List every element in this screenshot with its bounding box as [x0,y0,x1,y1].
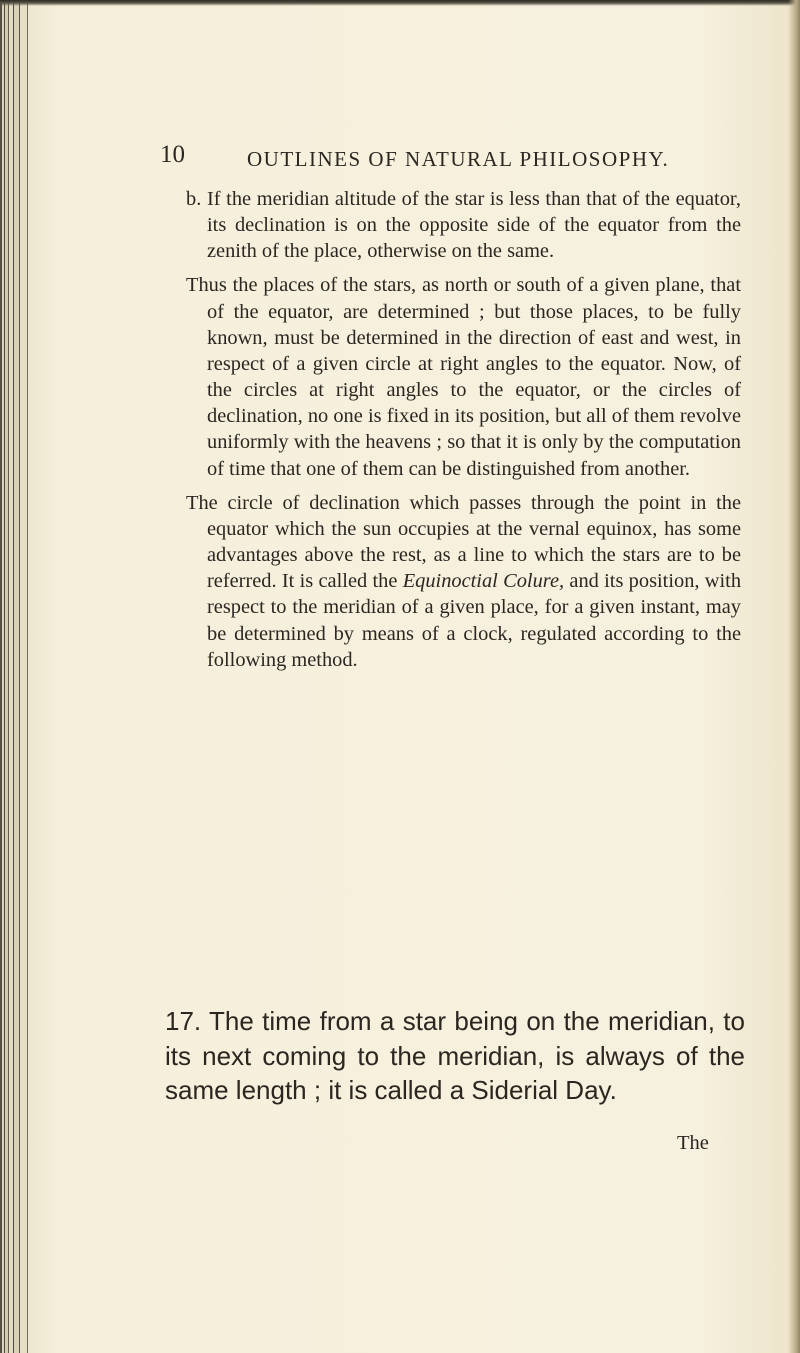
section-number: 17. [165,1006,202,1036]
page-top-edge [0,0,800,6]
equinoctial-colure-term: Equinoctial Colure, [402,570,565,593]
running-head: OUTLINES OF NATURAL PHILOSOPHY. [247,147,670,171]
section-text: The time from a star being on the meridian, to its next coming to the meridian, is always of the same length ; it is called a Siderial Day. [165,1006,745,1105]
page-header [160,141,680,175]
section-17 [165,1004,745,1108]
page-number: 10 [160,141,185,168]
book-spine-edge [0,0,36,1353]
paragraph-text-before: The circle of declination which passes through the point in the equator which the sun occupies at the vernal equinox, has some advantages above the rest, as a line to which the stars are to be referred. It is called the [186,491,741,593]
paragraph-equinoctial-colure [186,490,741,673]
page-right-edge [788,0,800,1353]
paragraph-text-after: and its position, with respect to the meridian of a given place, for a given instant, may be determined by means of a clock, regulated according to the following method. [207,570,742,671]
paragraph-places-of-stars: Thus the places of the stars, as north or south of a given plane, that of the equator, are determined ; but those places, to be fully known, must be determined in the direction of east and west, in respect of a given circle at right angles to the equator. Now, of the circles at right angles to the equator, or the circles of declination, no one is fixed in its position, but all of them revolve uniformly with the heavens ; so that it is only by the computation of time that one of them can be distinguished from another. [186,274,741,480]
paragraph-meridian-altitude: b. If the meridian altitude of the star is less than that of the equator, its declination is on the opposite side of the equator from the zenith of the place, otherwise on the same. [186,188,741,263]
catchword: The [677,1132,709,1154]
body-text [186,186,741,673]
